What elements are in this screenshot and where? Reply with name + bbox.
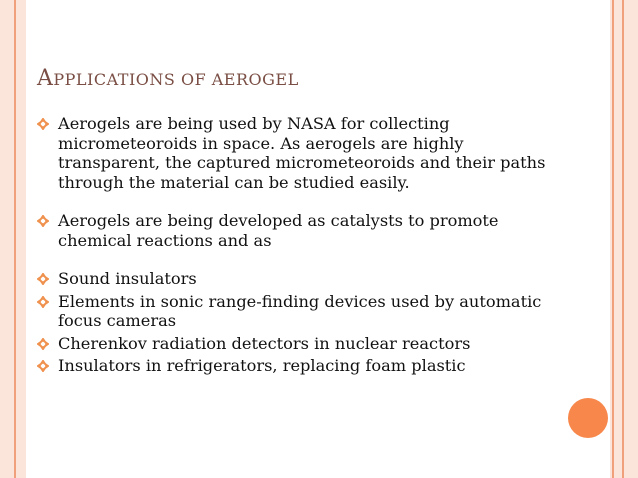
bullet-marker-icon — [37, 215, 49, 227]
bullet-marker-icon — [37, 118, 49, 130]
bullet-item — [37, 211, 557, 250]
bullet-marker-icon — [37, 273, 49, 285]
title-initial: A — [37, 66, 54, 91]
bullet-item — [37, 114, 557, 192]
bullet-spacer — [37, 250, 557, 269]
bullet-text: Aerogels are being developed as catalysts to promote chemical reactions and as — [58, 211, 499, 250]
left-border-band — [0, 0, 26, 478]
right-border-line — [612, 0, 614, 478]
bullet-item — [37, 292, 557, 331]
bullet-marker-icon — [37, 296, 49, 308]
left-border-line — [14, 0, 16, 478]
bullet-list — [37, 114, 557, 379]
bullet-text: Aerogels are being used by NASA for collecting micrometeoroids in space. As aerogels are highly transparent, the captured micrometeoroids and their paths through the material can be studied easily. — [58, 114, 546, 192]
bullet-marker-icon — [37, 338, 49, 350]
bullet-text: Insulators in refrigerators, replacing foam plastic — [58, 356, 466, 375]
title-rest: PPLICATIONS OF — [53, 70, 212, 89]
right-border-line-inner — [622, 0, 624, 478]
slide-title — [37, 66, 299, 91]
title-word-aerogel: AEROGEL — [211, 70, 299, 89]
bullet-item — [37, 334, 557, 354]
bullet-text: Sound insulators — [58, 269, 197, 288]
bullet-text: Cherenkov radiation detectors in nuclear reactors — [58, 333, 471, 353]
bullet-marker-icon — [37, 360, 49, 372]
bullet-text: Elements in sonic range-finding devices used by automatic focus cameras — [58, 291, 542, 330]
bullet-item — [37, 356, 557, 376]
decorative-orange-circle — [568, 398, 608, 438]
bullet-item — [37, 269, 557, 289]
right-border-band — [610, 0, 638, 478]
